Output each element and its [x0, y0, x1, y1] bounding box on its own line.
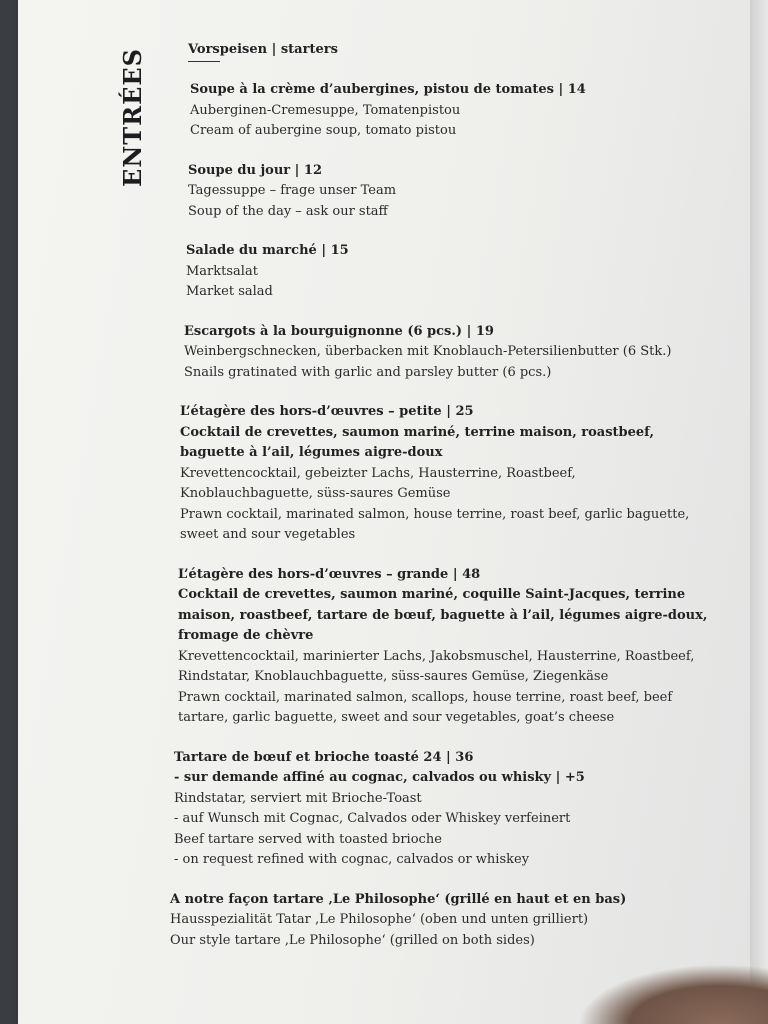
item-subtitle: Cocktail de crevettes, saumon mariné, terrine maison, roastbeef, baguette à l’ail, légumes aigre-doux — [180, 424, 655, 460]
item-line: - on request refined with cognac, calvados or whiskey — [174, 852, 530, 867]
finger-shadow — [578, 964, 768, 1024]
item-line: Cream of aubergine soup, tomato pistou — [190, 123, 457, 138]
item-line: Beef tartare served with toasted brioche — [174, 831, 442, 847]
menu-header-text: Vorspeisen | starters — [188, 42, 338, 57]
item-title: Tartare de bœuf et brioche toasté 24 | 36 — [174, 749, 474, 765]
item-line: Marktsalat — [186, 263, 258, 279]
menu-item — [170, 890, 728, 952]
item-line: Market salad — [186, 284, 273, 299]
header-underline — [188, 61, 220, 62]
item-subtitle: Cocktail de crevettes, saumon mariné, coquille Saint-Jacques, terrine maison, roastbeef, tartare de bœuf, baguette à l’ail, légumes aigre-doux, fromage de chèvre — [178, 587, 708, 643]
menu-item — [180, 402, 700, 546]
item-line: Auberginen-Cremesuppe, Tomatenpistou — [190, 102, 461, 118]
item-title: Soupe à la crème d’aubergines, pistou de tomates | 14 — [190, 82, 586, 97]
item-line: Weinbergschnecken, überbacken mit Knoblauch-Petersilienbutter (6 Stk.) — [184, 344, 672, 359]
item-line: Soup of the day – ask our staff — [188, 203, 388, 219]
menu-item — [174, 748, 728, 871]
item-subtitle: - sur demande affiné au cognac, calvados ou whisky | +5 — [174, 770, 585, 785]
item-title: L’étagère des hors-d’œuvres – petite | 25 — [180, 404, 474, 419]
item-line: Snails gratinated with garlic and parsley butter (6 pcs.) — [184, 364, 552, 380]
item-line: Rindstatar, serviert mit Brioche-Toast — [174, 790, 422, 806]
item-title: Salade du marché | 15 — [186, 243, 349, 258]
item-line: Krevettencocktail, gebeizter Lachs, Hausterrine, Roastbeef, Knoblauchbaguette, süss-saures Gemüse — [180, 465, 576, 501]
background-edge — [750, 0, 768, 1024]
section-title: ENTRÉES — [118, 48, 147, 187]
item-line: Prawn cocktail, marinated salmon, scallops, house terrine, roast beef, beef tartare, garlic baguette, sweet and sour vegetables, goat’s cheese — [178, 689, 673, 725]
menu-item — [190, 80, 728, 142]
item-line: Prawn cocktail, marinated salmon, house terrine, roast beef, garlic baguette, sweet and sour vegetables — [180, 506, 690, 542]
menu-item — [184, 322, 728, 384]
item-title: Escargots à la bourguignonne (6 pcs.) | 19 — [184, 323, 494, 339]
menu-item — [188, 161, 728, 223]
item-title: L’étagère des hors-d’œuvres – grande | 48 — [178, 566, 481, 582]
menu-page — [18, 0, 750, 1024]
item-line: Krevettencocktail, marinierter Lachs, Jakobsmuschel, Hausterrine, Roastbeef, Rindstatar, Knoblauchbaguette, süss-saures Gemüse, Ziegenkäse — [178, 648, 695, 684]
item-line: - auf Wunsch mit Cognac, Calvados oder Whiskey verfeinert — [174, 811, 571, 826]
item-line: Our style tartare ‚Le Philosophe‘ (grilled on both sides) — [170, 932, 535, 948]
item-title: A notre façon tartare ‚Le Philosophe‘ (grillé en haut et en bas) — [170, 891, 627, 907]
menu-header — [188, 42, 728, 62]
item-line: Tagessuppe – frage unser Team — [188, 183, 397, 198]
item-line: Hausspezialität Tatar ‚Le Philosophe‘ (oben und unten grilliert) — [170, 912, 589, 927]
item-title: Soupe du jour | 12 — [188, 162, 323, 178]
menu-content — [168, 42, 728, 970]
menu-item — [186, 241, 728, 303]
menu-item — [178, 565, 718, 729]
